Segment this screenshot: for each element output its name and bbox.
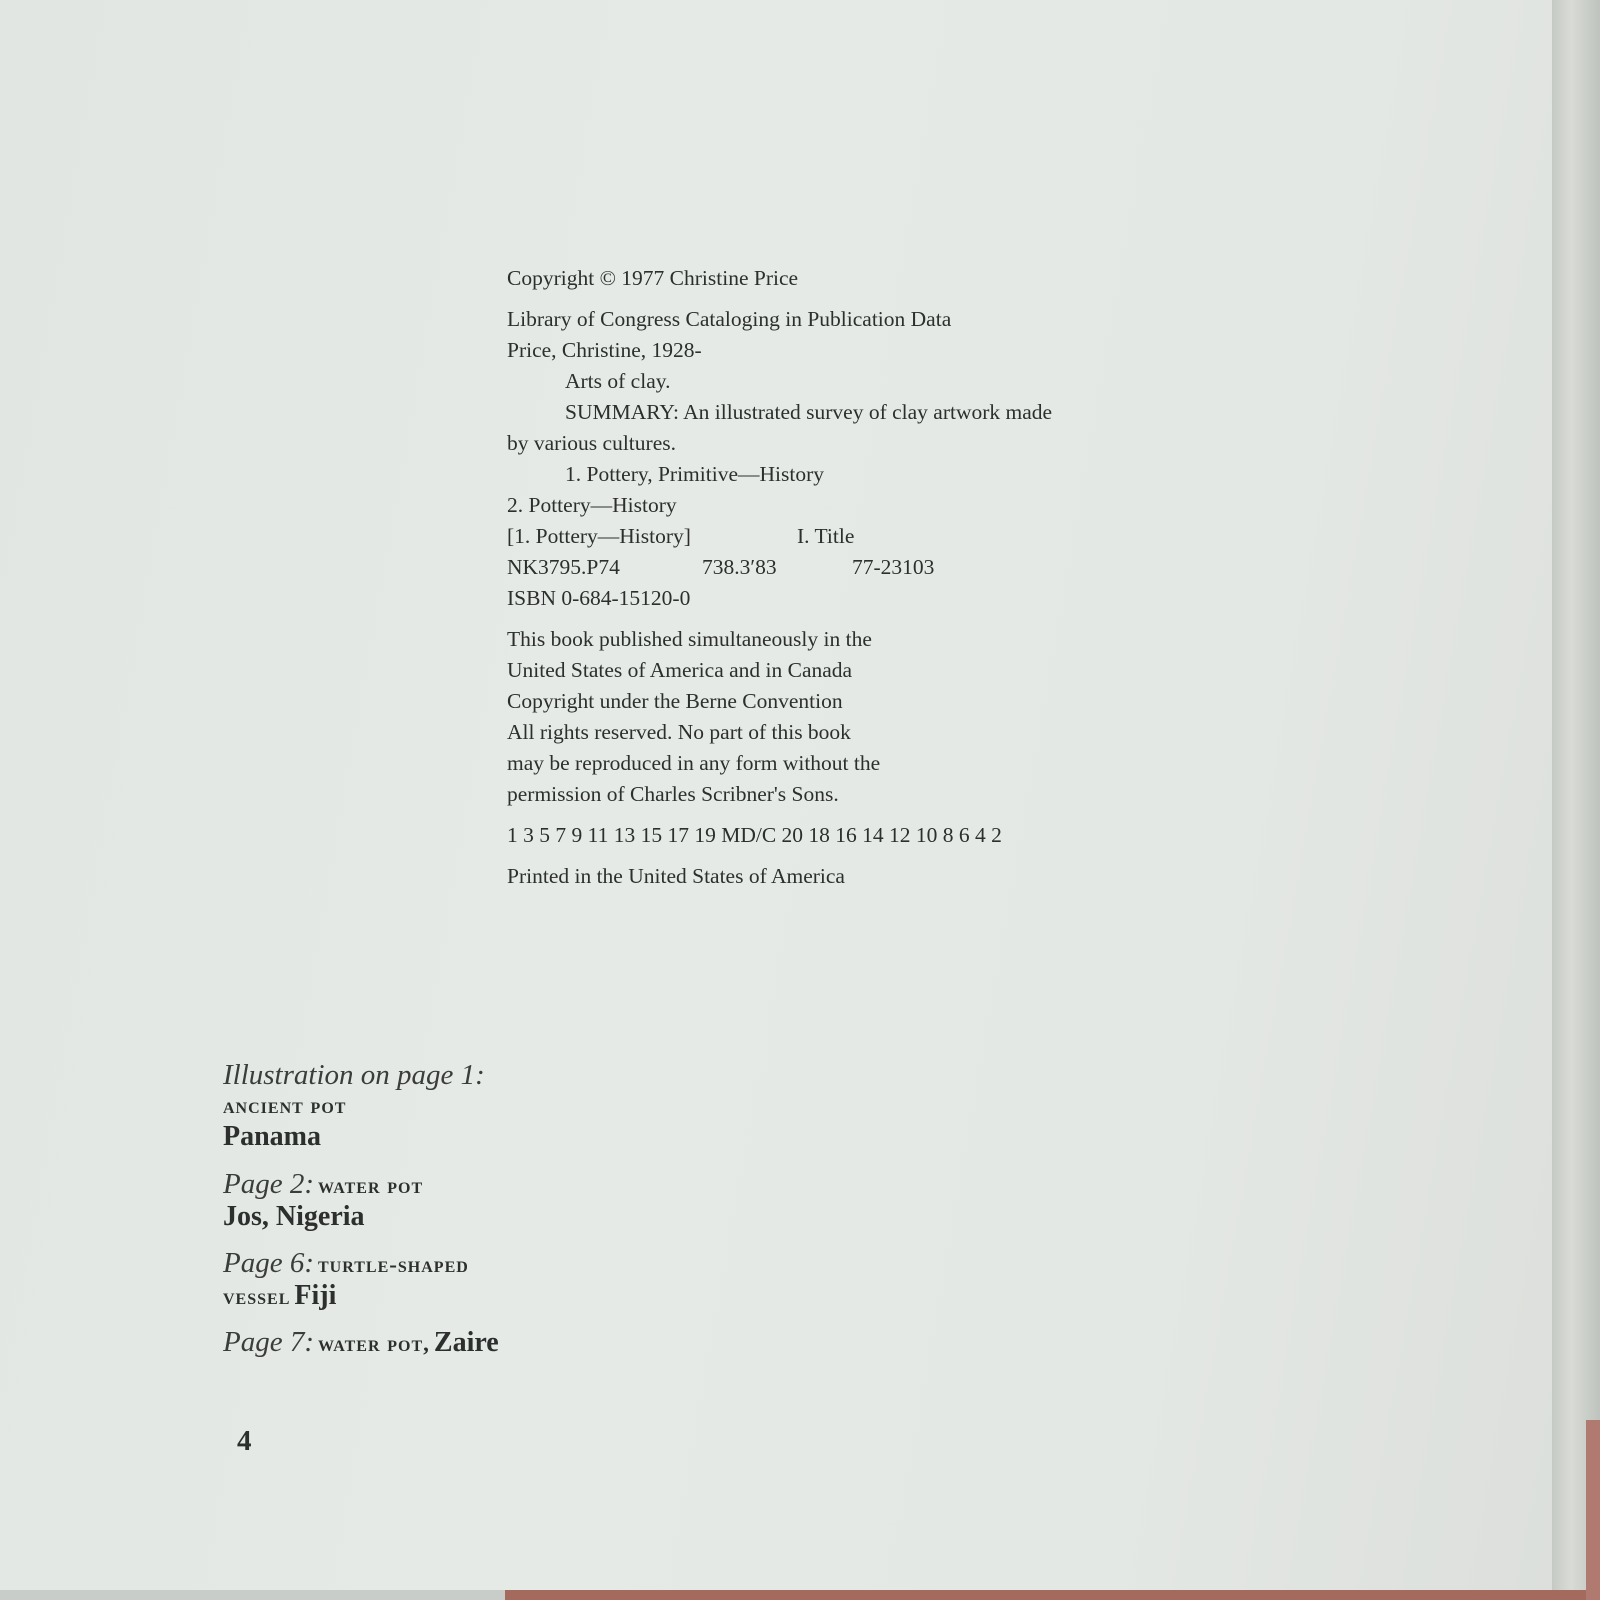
page7-entry (223, 1326, 823, 1359)
rights-line: This book published simultaneously in the (507, 627, 872, 651)
book-cover-edge (505, 1590, 1600, 1600)
cip-summary-line-1: SUMMARY: An illustrated survey of clay artwork made (565, 400, 1053, 424)
copyright-notice: Copyright © 1977 Christine Price (507, 266, 799, 290)
book-cover-corner (1586, 1420, 1600, 1600)
page2-place: Jos, Nigeria (223, 1201, 365, 1232)
page7-place: Zaire (433, 1327, 499, 1358)
cip-dewey: 738.3′83 (702, 555, 777, 579)
page6-label: Page 6: (223, 1247, 314, 1279)
illustration-credits (223, 1058, 823, 1359)
cip-class-number: NK3795.P74 (507, 555, 620, 579)
rights-line: may be reproduced in any form without the (507, 751, 881, 775)
page6-object-a: turtle-shaped (318, 1252, 469, 1277)
page6-object-b: vessel (223, 1284, 291, 1309)
page6-place: Fiji (294, 1280, 337, 1311)
printed-in: Printed in the United States of America (507, 864, 845, 888)
page2-object: water pot (318, 1173, 424, 1198)
page6-entry (223, 1247, 823, 1312)
page1-object: ancient pot (223, 1093, 347, 1118)
cip-title: Arts of clay. (565, 369, 671, 393)
page2-entry (223, 1168, 823, 1233)
page-number: 4 (237, 1425, 252, 1457)
rights-line: permission of Charles Scribner's Sons. (507, 782, 839, 806)
page-edge (1552, 0, 1600, 1600)
cip-heading: Library of Congress Cataloging in Publication Data (507, 307, 952, 331)
cip-title-entry: I. Title (797, 524, 855, 548)
cip-subject-1: 1. Pottery, Primitive—History (565, 462, 824, 486)
rights-statement (507, 624, 1207, 810)
copyright-block (507, 263, 1207, 892)
page2-label: Page 2: (223, 1168, 314, 1200)
page7-label: Page 7: (223, 1326, 314, 1358)
cip-author: Price, Christine, 1928- (507, 338, 702, 362)
cip-summary-line-2: by various cultures. (507, 431, 676, 455)
cip-subject-row (507, 521, 1207, 552)
page1-place: Panama (223, 1121, 321, 1152)
rights-line: All rights reserved. No part of this book (507, 720, 851, 744)
printing-line: 1 3 5 7 9 11 13 15 17 19 MD/C 20 18 16 14 12 10 8 6 4 2 (507, 823, 1002, 847)
illustration-heading: Illustration on page 1: (223, 1059, 485, 1091)
cip-subject-3: [1. Pottery—History] (507, 524, 691, 548)
page7-object: water pot, (318, 1331, 430, 1356)
rights-line: Copyright under the Berne Convention (507, 689, 843, 713)
cip-numbers-row (507, 552, 1207, 583)
cip-subject-2: 2. Pottery—History (507, 493, 677, 517)
cip-lccn: 77-23103 (852, 555, 935, 579)
rights-line: United States of America and in Canada (507, 658, 853, 682)
cip-isbn: ISBN 0-684-15120-0 (507, 586, 691, 610)
